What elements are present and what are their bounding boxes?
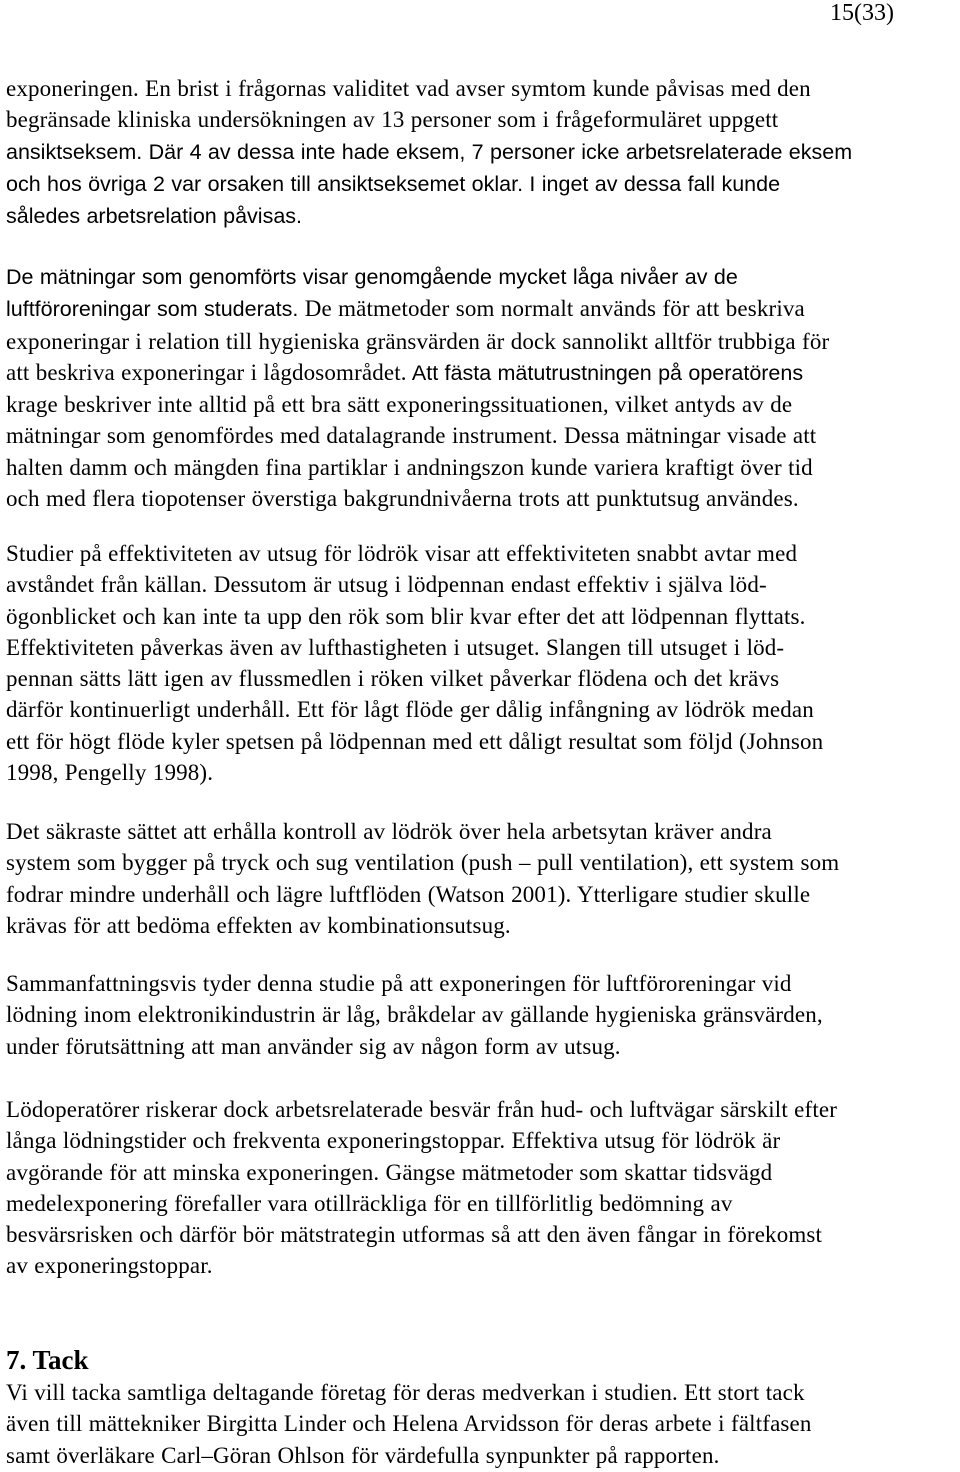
text-line: under förutsättning att man använder sig av någon form av utsug. bbox=[6, 1033, 621, 1059]
paragraph-extraction-efficiency bbox=[6, 538, 956, 788]
text-line: ögonblicket och kan inte ta upp den rök som blir kvar efter det att lödpennan flyttats. bbox=[6, 603, 806, 629]
text-line: av exponeringstoppar. bbox=[6, 1253, 213, 1279]
text-line: och hos övriga 2 var orsaken till ansiktseksemet oklar. I inget av dessa fall kunde bbox=[6, 171, 781, 196]
text-line: De mätmetoder som normalt används för att beskriva bbox=[298, 296, 805, 322]
text-line: ett för högt flöde kyler spetsen på lödpennan med ett dåligt resultat som följd (Johnson bbox=[6, 728, 824, 754]
text-line: att beskriva exponeringar i lågdosområdet. bbox=[6, 359, 407, 385]
text-line: luftföroreningar som studerats. bbox=[6, 297, 299, 322]
text-line: begränsade kliniska undersökningen av 13 personer som i frågeformuläret uppgett bbox=[6, 107, 779, 133]
text-line: Effektiviteten påverkas även av lufthastigheten i utsuget. Slangen till utsuget i löd- bbox=[6, 634, 785, 660]
text-line: och med flera tiopotenser överstiga bakgrundnivåerna trots att punktutsug användes. bbox=[6, 486, 799, 512]
text-line: exponeringar i relation till hygieniska gränsvärden är dock sannolikt alltför trubbiga för bbox=[6, 328, 830, 354]
paragraph-exposure-validity bbox=[6, 73, 956, 232]
text-line: 1998, Pengelly 1998). bbox=[6, 760, 214, 786]
text-line: medelexponering förefaller vara otillräckliga för en tillförlitlig bedömning av bbox=[6, 1190, 733, 1216]
text-line: Vi vill tacka samtliga deltagande företag för deras medverkan i studien. Ett stort tack bbox=[6, 1380, 805, 1405]
text-line: lödning inom elektronikindustrin är låg, bråkdelar av gällande hygieniska gränsvärden, bbox=[6, 1002, 823, 1028]
text-line: ansiktseksem. Där 4 av dessa inte hade eksem, 7 personer icke arbetsrelaterade eksem bbox=[6, 139, 853, 164]
paragraph-acknowledgements bbox=[6, 1377, 956, 1471]
text-line: även till mättekniker Birgitta Linder och Helena Arvidsson för deras arbete i fältfasen bbox=[6, 1411, 812, 1437]
text-line: halten damm och mängden fina partiklar i andningszon kunde variera kraftigt över tid bbox=[6, 454, 813, 480]
section-heading-tack: 7. Tack bbox=[6, 1345, 89, 1375]
paragraph-operator-risk bbox=[6, 1094, 956, 1282]
text-line: exponeringen. En brist i frågornas validitet vad avser symtom kunde påvisas med den bbox=[6, 76, 811, 101]
text-line: avståndet från källan. Dessutom är utsug i lödpennan endast effektiv i själva löd- bbox=[6, 572, 767, 598]
text-line: Lödoperatörer riskerar dock arbetsrelaterade besvär från hud- och luftvägar särskilt efter bbox=[6, 1097, 838, 1122]
text-line: Det säkraste sättet att erhålla kontroll av lödrök över hela arbetsytan kräver andra bbox=[6, 819, 772, 844]
text-line: krage beskriver inte alltid på ett bra sätt exponeringssituationen, vilket antyds av de bbox=[6, 392, 793, 418]
paragraph-push-pull-ventilation bbox=[6, 816, 956, 941]
paragraph-summary bbox=[6, 968, 956, 1062]
text-line: krävas för att bedöma effekten av kombinationsutsug. bbox=[6, 912, 511, 938]
text-line: Sammanfattningsvis tyder denna studie på att exponeringen för luftföroreningar vid bbox=[6, 971, 792, 996]
text-line: avgörande för att minska exponeringen. Gängse mätmetoder som skattar tidsvägd bbox=[6, 1159, 773, 1185]
text-line: mätningar som genomfördes med datalagrande instrument. Dessa mätningar visade att bbox=[6, 423, 817, 449]
text-line: De mätningar som genomförts visar genomgående mycket låga nivåer av de bbox=[6, 265, 738, 289]
text-line: därför kontinuerligt underhåll. Ett för lågt flöde ger dålig infångning av lödrök medan bbox=[6, 697, 814, 723]
text-line: Att fästa mätutrustningen på operatörens bbox=[406, 360, 804, 385]
text-line: pennan sätts lätt igen av flussmedlen i röken vilket påverkar flödena och det krävs bbox=[6, 666, 780, 692]
text-line: således arbetsrelation påvisas. bbox=[6, 204, 302, 229]
page-number: 15(33) bbox=[830, 0, 894, 26]
text-line: system som bygger på tryck och sug ventilation (push – pull ventilation), ett system som bbox=[6, 850, 840, 876]
text-line: fodrar mindre underhåll och lägre luftflöden (Watson 2001). Ytterligare studier skulle bbox=[6, 881, 811, 907]
paragraph-measurements bbox=[6, 261, 956, 514]
text-line: besvärsrisken och därför bör mätstrategin utformas så att den även fångar in förekomst bbox=[6, 1222, 823, 1248]
text-line: samt överläkare Carl–Göran Ohlson för värdefulla synpunkter på rapporten. bbox=[6, 1442, 720, 1468]
text-line: Studier på effektiviteten av utsug för lödrök visar att effektiviteten snabbt avtar med bbox=[6, 541, 798, 566]
text-line: långa lödningstider och frekventa exponeringstoppar. Effektiva utsug för lödrök är bbox=[6, 1128, 781, 1154]
